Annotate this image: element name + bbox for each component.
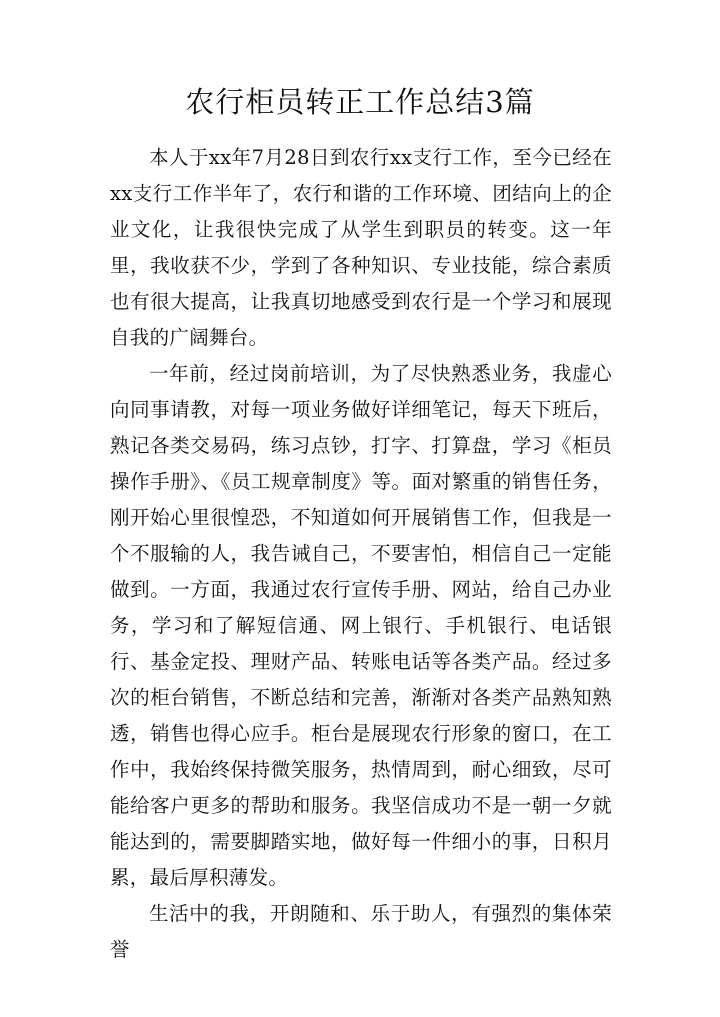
paragraph-1: 本人于xx年7月28日到农行xx支行工作，至今已经在xx支行工作半年了，农行和谐的工作环境、团结向上的企业文化，让我很快完成了从学生到职员的转变。这一年里，我收获不少，学到了各种知识、专业技能，综合素质也有很大提高，让我真切地感受到农行是一个学习和展现自我的广阔舞台。 (110, 146, 612, 349)
document-body (110, 140, 612, 968)
paragraph-3: 生活中的我，开朗随和、乐于助人，有强烈的集体荣誉 (110, 902, 612, 961)
document-title: 农行柜员转正工作总结3篇 (185, 85, 535, 119)
paragraph-2: 一年前，经过岗前培训，为了尽快熟悉业务，我虚心向同事请教，对每一项业务做好详细笔记，每天下班后，熟记各类交易码，练习点钞，打字、打算盘，学习《柜员操作手册》、《员工规章制度》等。面对繁重的销售任务，刚开始心里很惶恐，不知道如何开展销售工作，但我是一个不服输的人，我告诫自己，不要害怕，相信自己一定能做到。一方面，我通过农行宣传手册、网站，给自己办业务，学习和了解短信通、网上银行、手机银行、电话银行、基金定投、理财产品、转账电话等各类产品。经过多次的柜台销售，不断总结和完善，渐渐对各类产品熟知熟透，销售也得心应手。柜台是展现农行形象的窗口，在工作中，我始终保持微笑服务，热情周到，耐心细致，尽可能给客户更多的帮助和服务。我坚信成功不是一朝一夕就能达到的，需要脚踏实地，做好每一件细小的事，日积月累，最后厚积薄发。 (110, 362, 612, 889)
